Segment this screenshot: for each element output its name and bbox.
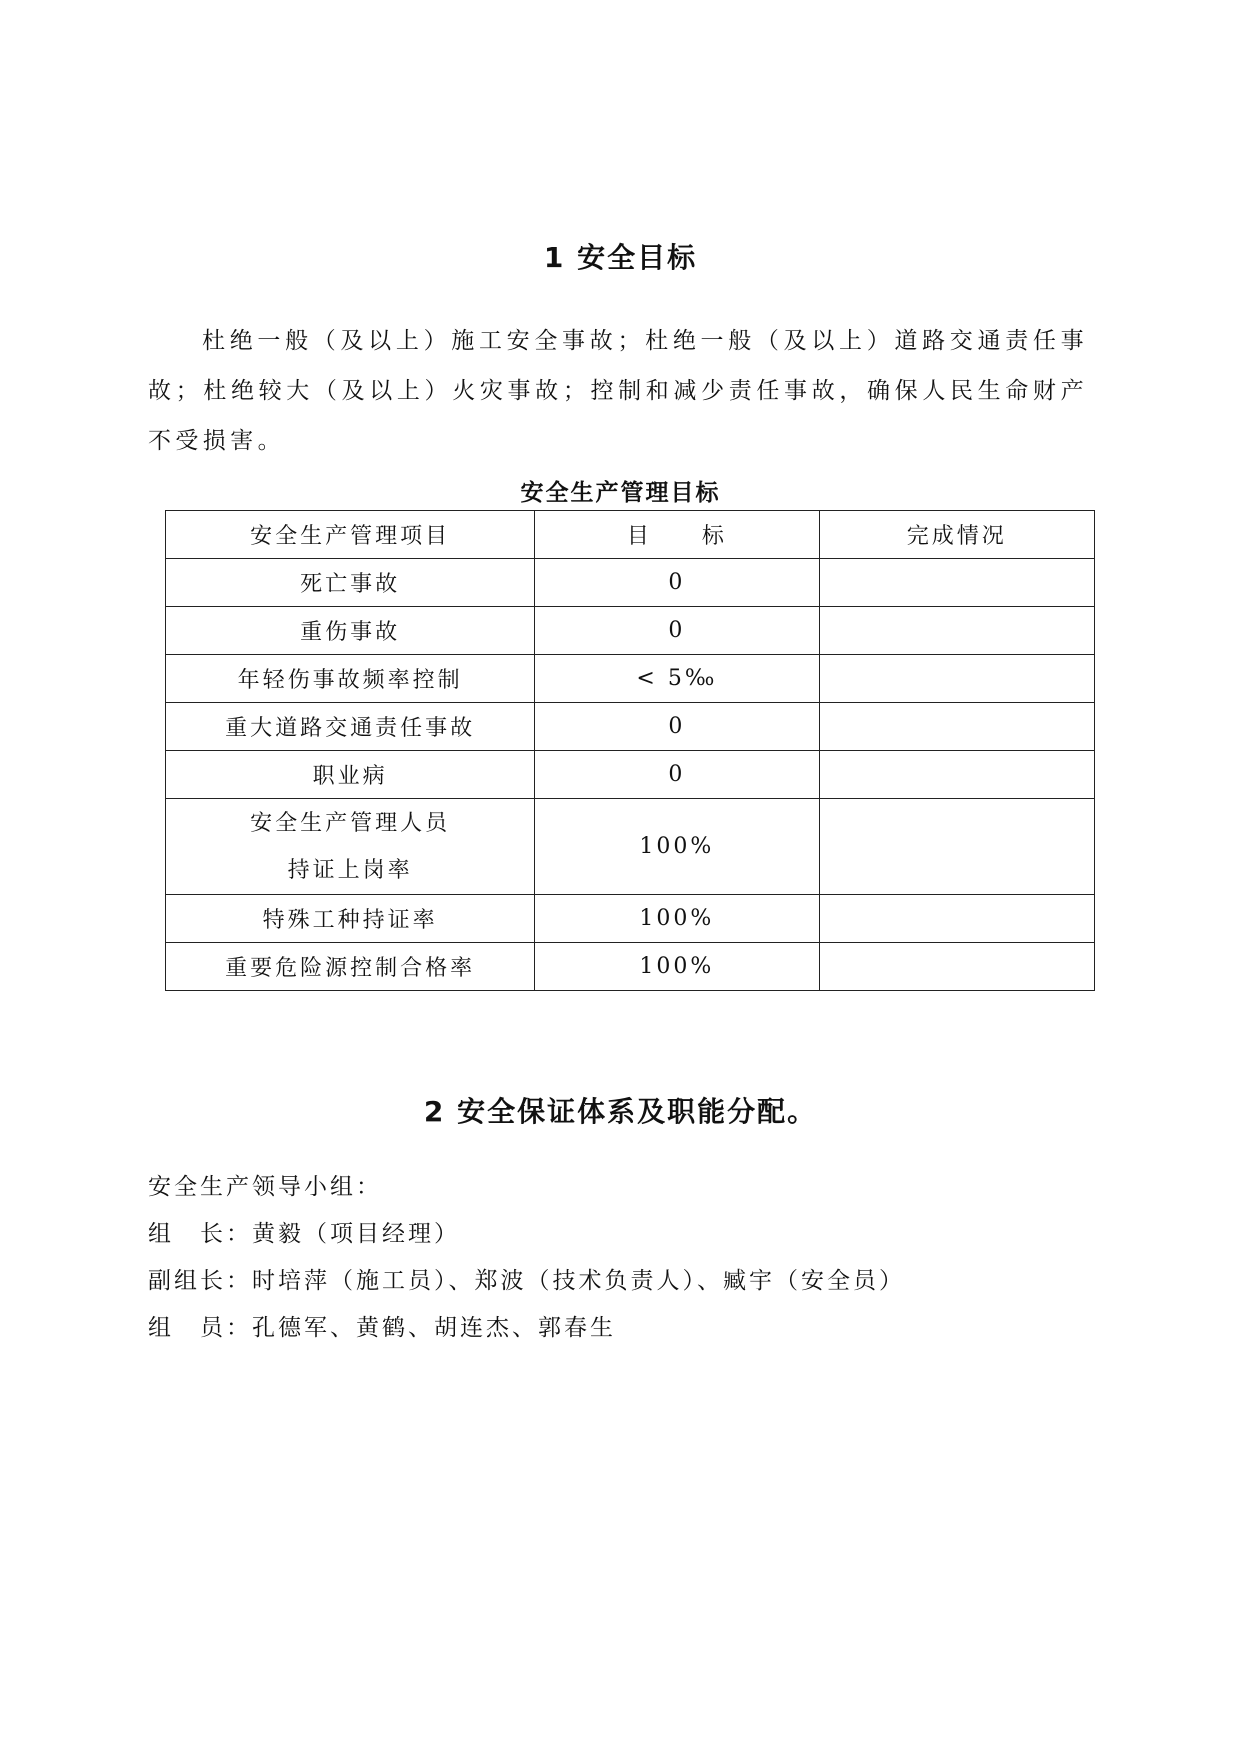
group-deputy: 副组长：时培萍（施工员）、郑波（技术负责人）、臧宇（安全员） (148, 1268, 905, 1294)
row-item: 重大道路交通责任事故 (166, 703, 535, 751)
row-item: 职业病 (166, 751, 535, 799)
table-caption: 安全生产管理目标 (520, 480, 721, 506)
row-item-line-2: 持证上岗率 (287, 857, 413, 883)
row-item (166, 799, 535, 895)
row-target: 100% (535, 943, 819, 991)
row-item-line-1: 安全生产管理人员 (250, 810, 451, 836)
row-target: 0 (535, 751, 819, 799)
row-status (819, 703, 1094, 751)
table-row (166, 655, 1095, 703)
group-title: 安全生产领导小组： (148, 1174, 382, 1200)
row-status (819, 559, 1094, 607)
table-header-row (166, 511, 1095, 559)
table-row (166, 943, 1095, 991)
section-1-heading: 1 安全目标 (543, 241, 698, 274)
table-row (166, 703, 1095, 751)
row-status (819, 607, 1094, 655)
row-status (819, 799, 1094, 895)
row-target: 0 (535, 703, 819, 751)
row-target: 100% (535, 895, 819, 943)
leadership-group (148, 1164, 905, 1352)
table-row (166, 751, 1095, 799)
table-row (166, 799, 1095, 895)
header-item: 安全生产管理项目 (166, 511, 535, 559)
row-status (819, 655, 1094, 703)
table-row (166, 559, 1095, 607)
row-target: < 5‰ (535, 655, 819, 703)
row-target: 0 (535, 559, 819, 607)
row-item: 重伤事故 (166, 607, 535, 655)
table-row (166, 895, 1095, 943)
group-members: 组 员：孔德军、黄鹤、胡连杰、郭春生 (148, 1315, 616, 1341)
row-status (819, 751, 1094, 799)
row-item: 年轻伤事故频率控制 (166, 655, 535, 703)
safety-targets-table (165, 510, 1095, 991)
row-target: 100% (535, 799, 819, 895)
group-leader: 组 长：黄毅（项目经理） (148, 1221, 460, 1247)
section-2-heading: 2 安全保证体系及职能分配。 (423, 1095, 818, 1128)
row-item: 重要危险源控制合格率 (166, 943, 535, 991)
header-status: 完成情况 (819, 511, 1094, 559)
row-target: 0 (535, 607, 819, 655)
table-row (166, 607, 1095, 655)
header-target: 目 标 (535, 511, 819, 559)
row-item: 特殊工种持证率 (166, 895, 535, 943)
row-status (819, 895, 1094, 943)
row-item: 死亡事故 (166, 559, 535, 607)
safety-goal-paragraph: 杜绝一般（及以上）施工安全事故；杜绝一般（及以上）道路交通责任事故；杜绝较大（及以上）火灾事故；控制和减少责任事故，确保人民生命财产不受损害。 (148, 328, 1088, 454)
row-status (819, 943, 1094, 991)
